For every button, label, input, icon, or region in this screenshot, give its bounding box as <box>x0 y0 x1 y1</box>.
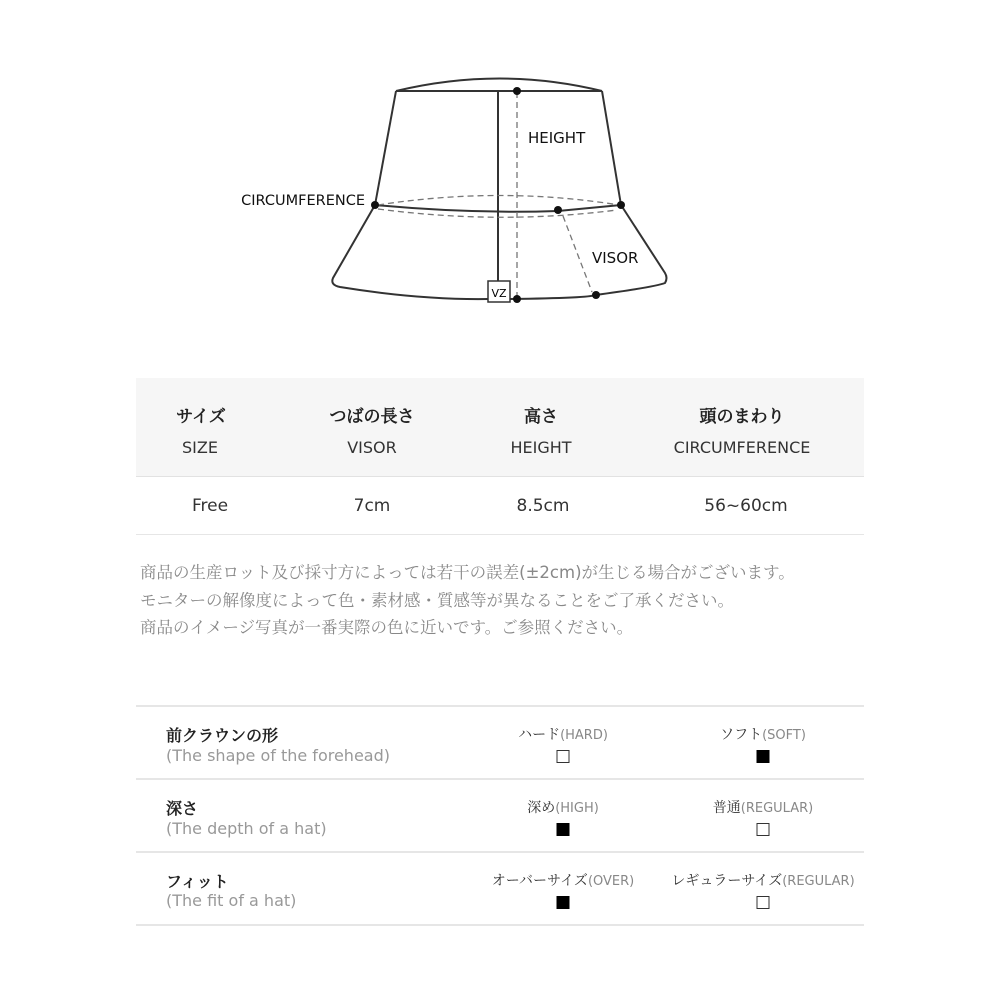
option-en: (REGULAR) <box>782 874 855 889</box>
feature-subtitle: (The depth of a hat) <box>166 819 327 838</box>
header-height-jp: 高さ <box>524 407 558 427</box>
feature-title: フィット <box>166 872 229 891</box>
note-line: モニターの解像度によって色・素材感・質感等が異なることをご了承ください。 <box>140 591 734 610</box>
hat-diagram <box>0 0 1000 340</box>
option-jp: オーバーサイズ <box>491 873 588 889</box>
option-label <box>671 870 854 890</box>
note-line: 商品の生産ロット及び採寸方によっては若干の誤差(±2cm)が生じる場合がございます。 <box>140 563 795 582</box>
value-visor: 7cm <box>353 496 391 516</box>
hat-crown-top <box>396 79 602 92</box>
option-en: (SOFT) <box>762 728 806 743</box>
brand-logo: VZ <box>491 287 507 300</box>
feature-subtitle: (The shape of the forehead) <box>166 746 390 765</box>
option-en: (HARD) <box>560 728 608 743</box>
checkbox-regular <box>757 823 770 836</box>
option-en: (HIGH) <box>555 801 599 816</box>
option-label <box>518 724 608 744</box>
visor-label: VISOR <box>592 249 639 267</box>
divider <box>136 778 864 780</box>
option-label <box>720 724 806 744</box>
header-visor-en: VISOR <box>347 438 397 457</box>
header-height-en: HEIGHT <box>510 438 572 457</box>
header-circumference-en: CIRCUMFERENCE <box>673 438 811 457</box>
header-circumference-jp: 頭のまわり <box>699 407 785 427</box>
checkbox-soft <box>757 750 770 763</box>
divider <box>136 705 864 707</box>
option-jp: ハード <box>518 727 561 743</box>
feature-title: 深さ <box>166 799 199 818</box>
feature-subtitle: (The fit of a hat) <box>166 891 297 910</box>
option-label <box>492 870 634 890</box>
size-table-header <box>136 378 864 477</box>
header-size-en: SIZE <box>182 438 218 457</box>
option-jp: 普通 <box>712 800 741 816</box>
value-height: 8.5cm <box>516 496 570 516</box>
divider <box>136 924 864 926</box>
checkbox-regular-fit <box>757 896 770 909</box>
divider <box>136 851 864 853</box>
note-line: 商品のイメージ写真が一番実際の色に近いです。ご参照ください。 <box>140 618 634 637</box>
circumference-label: CIRCUMFERENCE <box>241 193 365 209</box>
divider <box>136 534 864 535</box>
checkbox-high <box>557 823 570 836</box>
option-jp: レギュラーサイズ <box>671 873 783 889</box>
header-size-jp: サイズ <box>176 407 226 427</box>
header-visor-jp: つばの長さ <box>329 407 415 427</box>
value-circumference: 56~60cm <box>704 496 788 516</box>
option-label <box>713 797 813 817</box>
option-jp: 深め <box>527 800 556 816</box>
feature-title: 前クラウンの形 <box>166 726 279 745</box>
option-label <box>527 797 599 817</box>
checkbox-over <box>557 896 570 909</box>
option-en: (REGULAR) <box>740 801 814 816</box>
height-label: HEIGHT <box>528 129 586 147</box>
option-en: (OVER) <box>587 874 635 889</box>
value-size: Free <box>191 496 229 516</box>
option-jp: ソフト <box>720 727 763 743</box>
checkbox-hard <box>557 750 570 763</box>
